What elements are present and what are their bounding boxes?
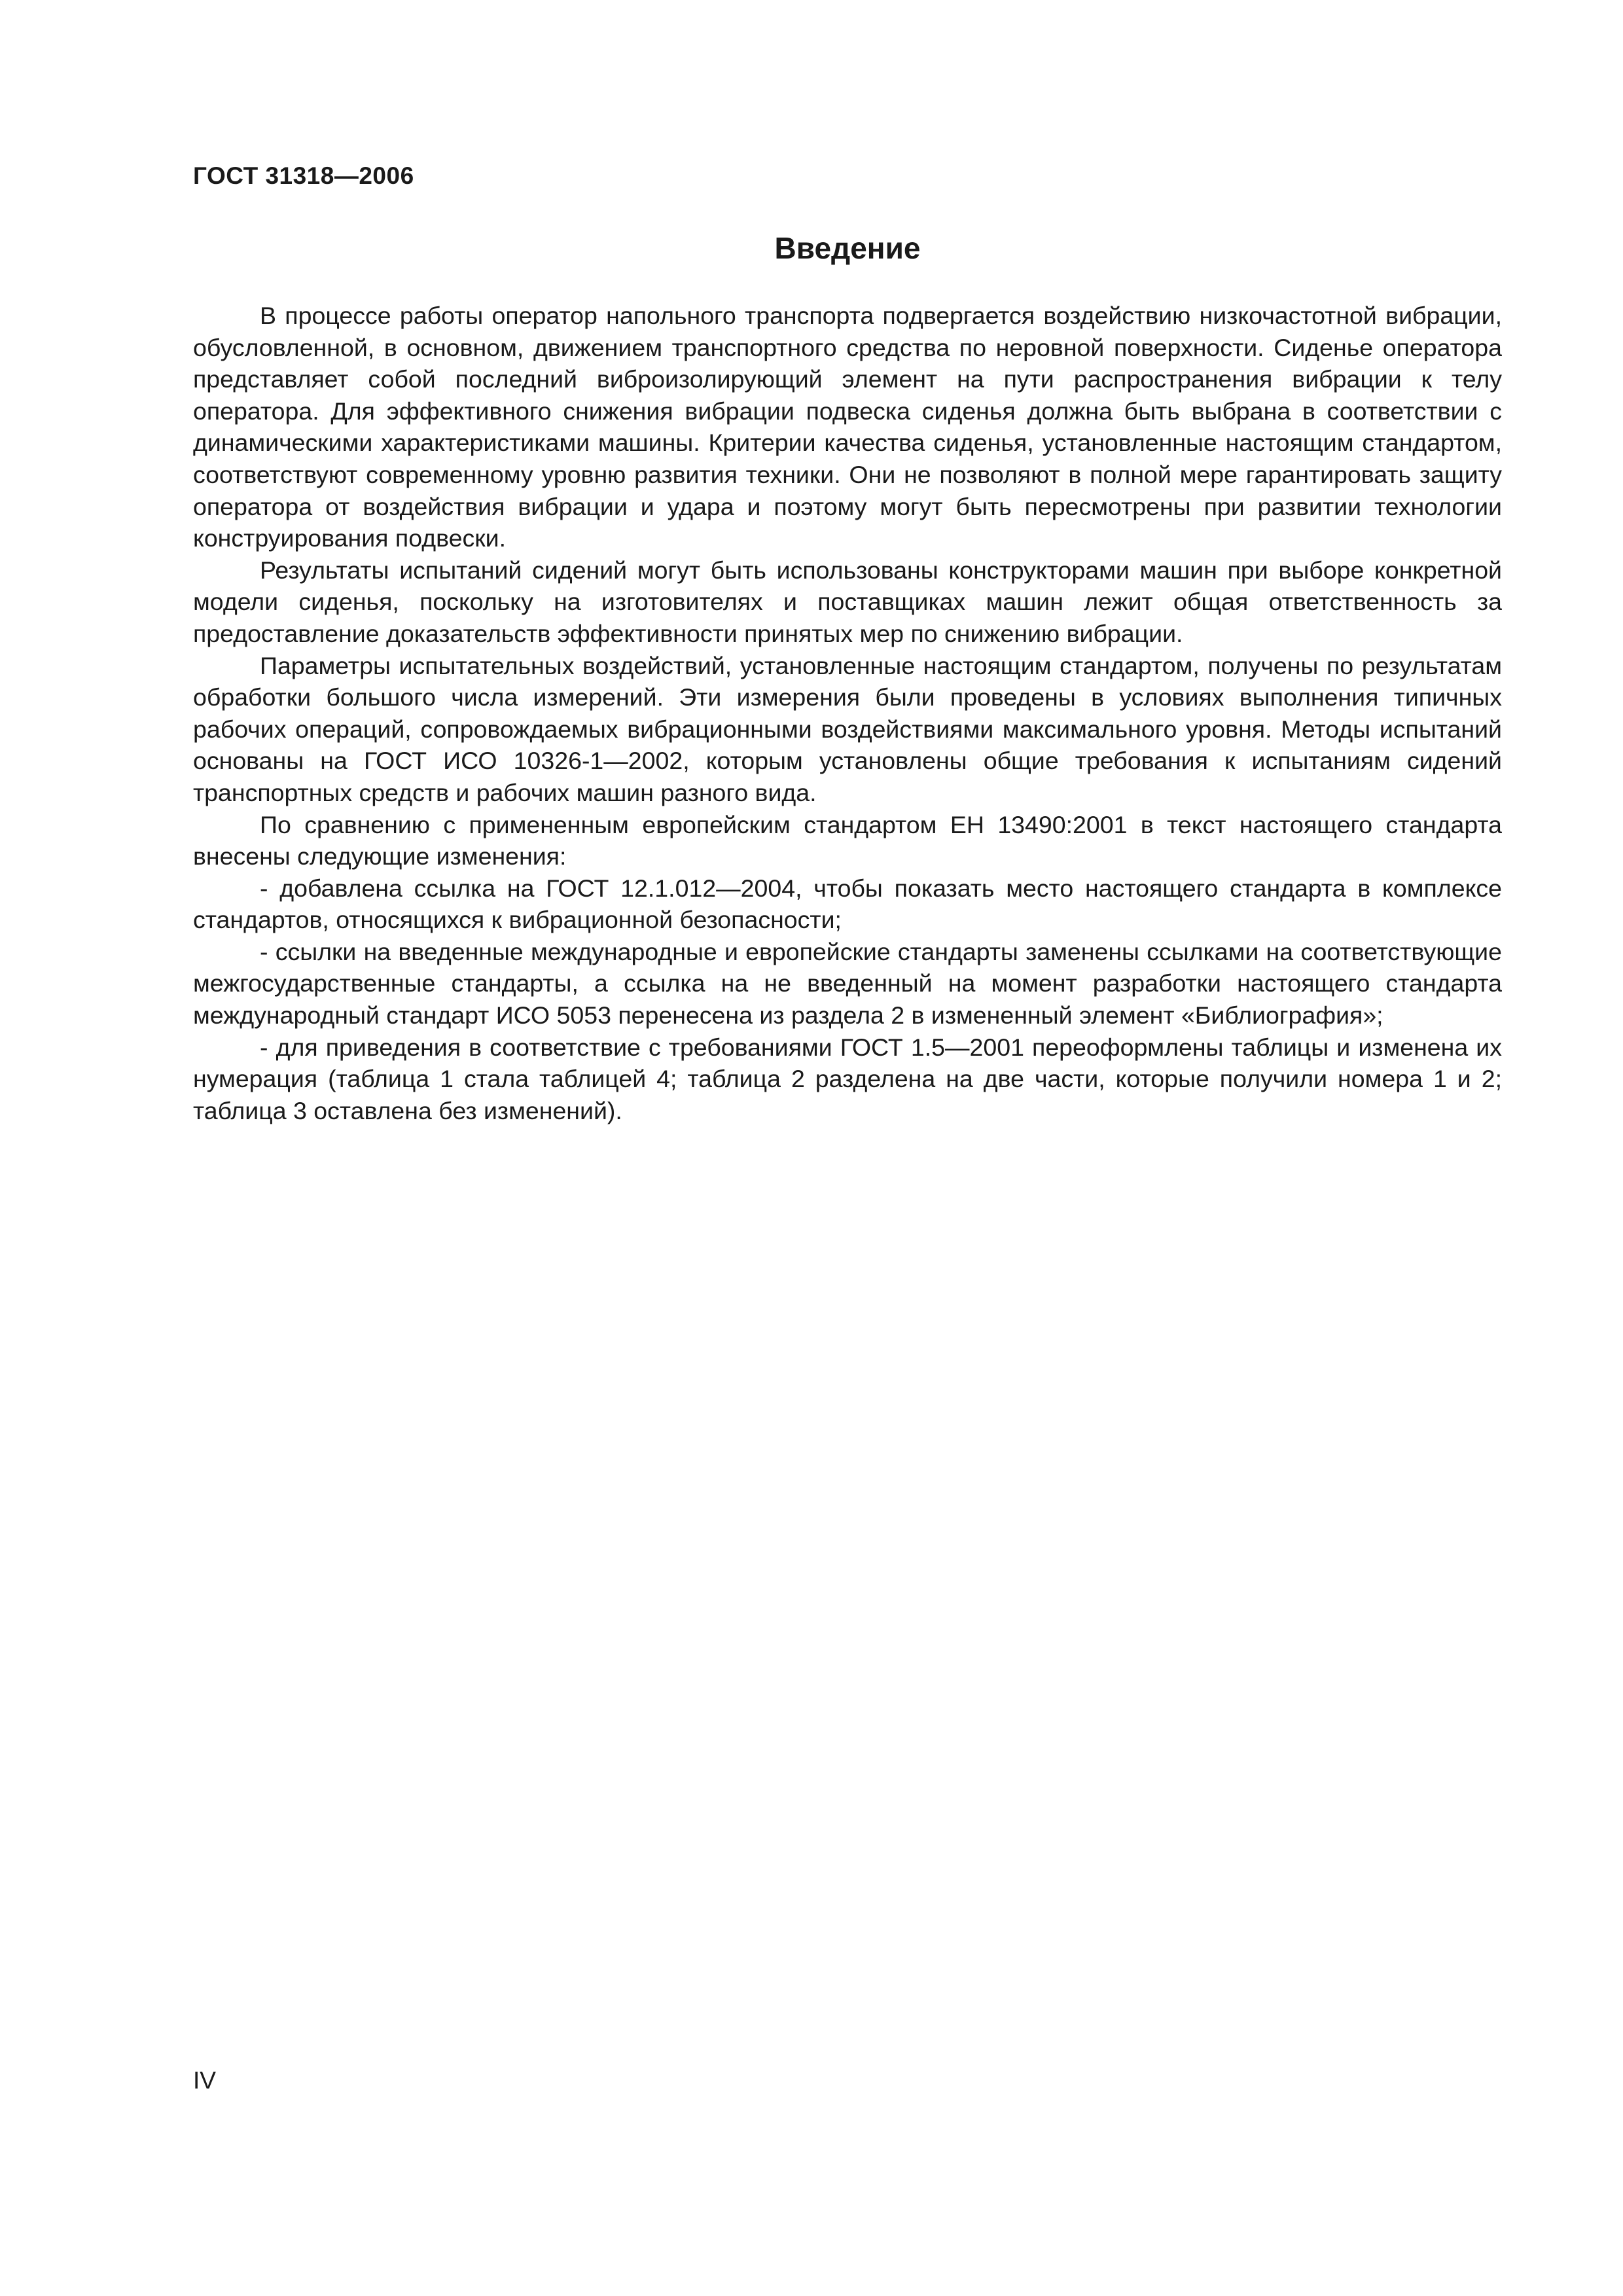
page-number: IV	[193, 2067, 216, 2094]
list-item: - добавлена ссылка на ГОСТ 12.1.012—2004, чтобы показать место настоящего стандарта в комплексе стандартов, относящихся к вибрационной безопасности;	[193, 874, 1502, 934]
standard-id-header: ГОСТ 31318—2006	[193, 162, 414, 189]
list-item: - ссылки на введенные международные и европейские стандарты заменены ссылками на соответствующие межгосударственные стандарты, а ссылка на не введенный на момент разработки настоящего стандарта международный стандарт ИСО 5053 перенесена из раздела 2 в измененный элемент «Библиография»;	[193, 937, 1502, 1030]
paragraph: В процессе работы оператор напольного транспорта подвергается воздействию низкочастотной вибрации, обусловленной, в основном, движением транспортного средства по неровной поверхности. Сиденье оператора представляет собой последний виброизолирующий элемент на пути распространения вибрации к телу оператора. Для эффективного снижения вибрации подвеска сиденья должна быть выбрана в соответствии с динамическими характеристиками машины. Критерии качества сиденья, установленные настоящим стандартом, соответствуют современному уровню развития техники. Они не позволяют в полной мере гарантировать защиту оператора от воздействия вибрации и удара и поэтому могут быть пересмотрены при развитии технологии конструирования подвески.	[193, 302, 1502, 552]
introduction-body	[193, 300, 1502, 1126]
section-title: Введение	[774, 231, 921, 265]
paragraph: Результаты испытаний сидений могут быть использованы конструкторами машин при выборе конкретной модели сиденья, поскольку на изготовителях и поставщиках машин лежит общая ответственность за предоставление доказательств эффективности принятых мер по снижению вибрации.	[193, 556, 1502, 647]
list-item: - для приведения в соответствие с требованиями ГОСТ 1.5—2001 переоформлены таблицы и изменена их нумерация (таблица 1 стала таблицей 4; таблица 2 разделена на две части, которые получили номера 1 и 2; таблица 3 оставлена без изменений).	[193, 1033, 1502, 1124]
paragraph: Параметры испытательных воздействий, установленные настоящим стандартом, получены по результатам обработки большого числа измерений. Эти измерения были проведены в условиях выполнения типичных рабочих операций, сопровождаемых вибрационными воздействиями максимального уровня. Методы испытаний основаны на ГОСТ ИСО 10326-1—2002, которым установлены общие требования к испытаниям сидений транспортных средств и рабочих машин разного вида.	[193, 651, 1502, 806]
paragraph: По сравнению с примененным европейским стандартом ЕН 13490:2001 в текст настоящего стандарта внесены следующие изменения:	[193, 810, 1502, 870]
